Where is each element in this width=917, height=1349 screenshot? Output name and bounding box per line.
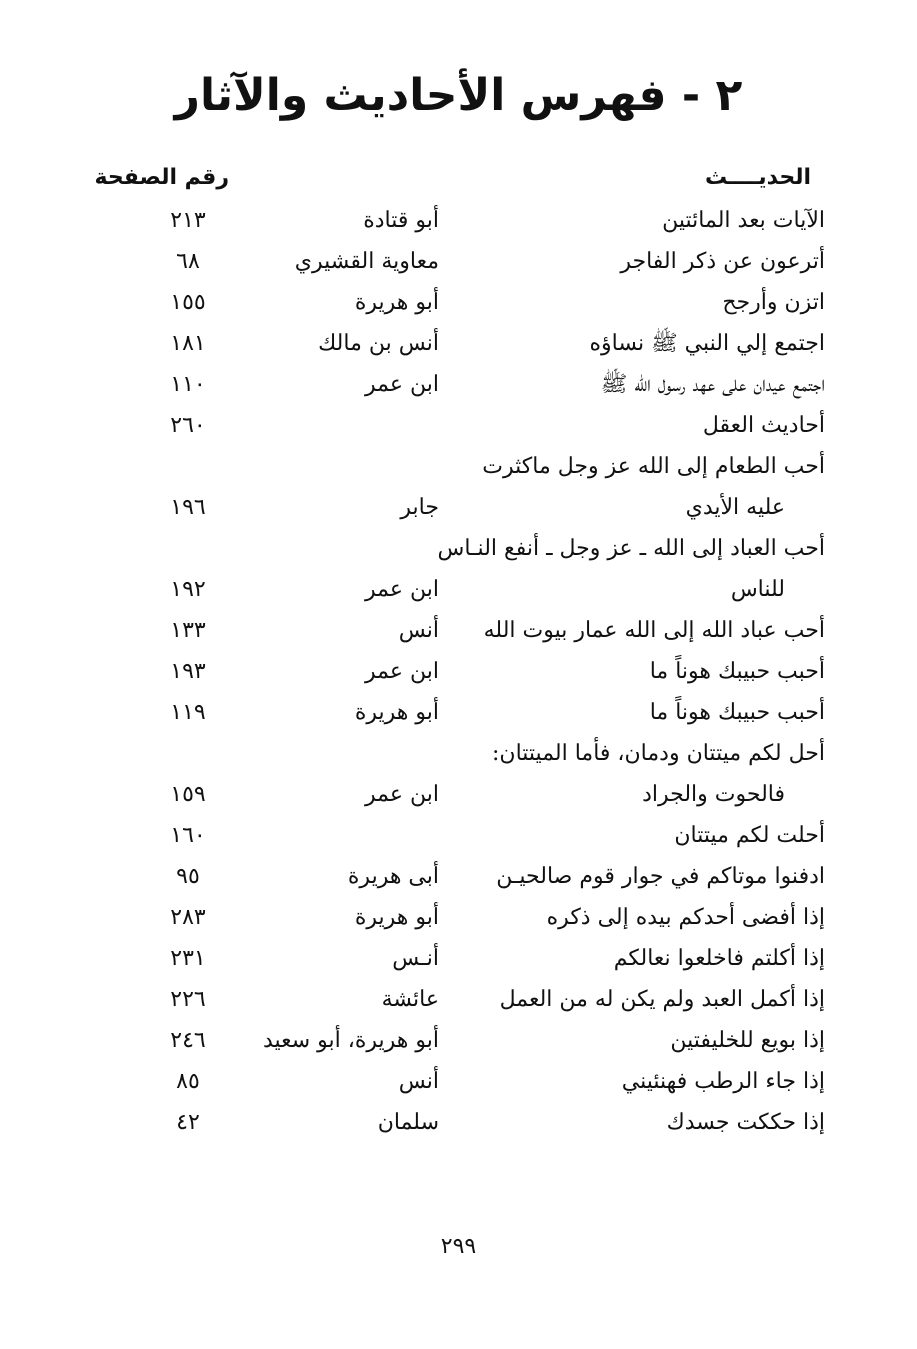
page-title: ٢ - فهرس الأحاديث والآثار — [174, 70, 743, 121]
narrator: أبى هريرة — [347, 864, 439, 889]
page-number: ١٩٣ — [170, 659, 206, 684]
page-number: ١٩٢ — [170, 577, 206, 602]
narrator: ابن عمر — [365, 577, 439, 602]
page-number: ١١٠ — [170, 372, 206, 397]
index-row — [0, 528, 917, 569]
page-number: ٢٦٠ — [170, 413, 206, 438]
hadith-text: إذا أكمل العبد ولم يكن له من العمل — [499, 987, 825, 1012]
hadith-text: الآيات بعد المائتين — [662, 208, 825, 233]
hadith-text: إذا بويع للخليفتين — [670, 1028, 825, 1053]
index-row — [0, 897, 917, 938]
hadith-text: اجتمع عيدان على عهد رسول الله ﷺ — [600, 372, 825, 397]
index-row — [0, 200, 917, 241]
narrator: سلمان — [377, 1110, 439, 1135]
hadith-text: أترعون عن ذكر الفاجر — [620, 249, 825, 274]
page-number: ٢٨٣ — [170, 905, 206, 930]
hadith-text: إذا أكلتم فاخلعوا نعالكم — [613, 946, 825, 971]
narrator: أبو هريرة، أبو سعيد — [262, 1028, 439, 1053]
hadith-text: إذا أفضى أحدكم بيده إلى ذكره — [546, 905, 825, 930]
index-row — [0, 692, 917, 733]
index-row — [0, 405, 917, 446]
hadith-text: إذا جاء الرطب فهنئيني — [621, 1069, 825, 1094]
index-row — [0, 282, 917, 323]
page-number: ٦٨ — [176, 249, 200, 274]
narrator: معاوية القشيري — [294, 249, 439, 274]
index-row — [0, 323, 917, 364]
narrator: أنس — [398, 1069, 439, 1094]
index-row — [0, 610, 917, 651]
narrator: ابن عمر — [365, 372, 439, 397]
index-row — [0, 774, 917, 815]
narrator: أبو هريرة — [354, 905, 439, 930]
narrator: عائشة — [381, 987, 439, 1012]
column-header-page-number: رقم الصفحة — [94, 165, 229, 190]
narrator: أنس — [398, 618, 439, 643]
index-row — [0, 1020, 917, 1061]
index-list — [0, 200, 917, 1143]
page-number: ١٩٦ — [170, 495, 206, 520]
narrator: أبو قتادة — [363, 208, 439, 233]
page-number: ٤٢ — [176, 1110, 200, 1135]
column-header-hadith: الحديــــث — [705, 165, 811, 190]
hadith-text-continuation: عليه الأيدي — [685, 495, 785, 520]
page-number — [150, 733, 226, 774]
index-row — [0, 1061, 917, 1102]
index-row — [0, 651, 917, 692]
narrator: جابر — [400, 495, 439, 520]
hadith-text-continuation: فالحوت والجراد — [642, 782, 785, 807]
page-number: ٨٥ — [176, 1069, 200, 1094]
narrator: ابن عمر — [365, 659, 439, 684]
hadith-text: اجتمع إلي النبي ﷺ نساؤه — [589, 331, 825, 356]
page-number: ١٣٣ — [170, 618, 206, 643]
hadith-text: أحاديث العقل — [702, 413, 825, 438]
hadith-text: اتزن وأرجح — [722, 290, 825, 315]
hadith-text: أحب الطعام إلى الله عز وجل ماكثرت — [482, 454, 825, 479]
page-number: ٢١٣ — [170, 208, 206, 233]
page-number: ١٨١ — [170, 331, 206, 356]
hadith-text: أحب عباد الله إلى الله عمار بيوت الله — [483, 618, 825, 643]
page-number-footer: ٢٩٩ — [440, 1234, 477, 1259]
page-number — [150, 446, 226, 487]
hadith-text: ادفنوا موتاكم في جوار قوم صالحيـن — [496, 864, 825, 889]
narrator: ابن عمر — [365, 782, 439, 807]
hadith-text: أحلت لكم ميتتان — [674, 823, 825, 848]
narrator: أنـس — [392, 946, 439, 971]
page-number: ٢٣١ — [170, 946, 206, 971]
page-number — [150, 528, 226, 569]
index-row — [0, 856, 917, 897]
hadith-text-continuation: للناس — [730, 577, 785, 602]
page-number: ١٥٥ — [170, 290, 206, 315]
index-row — [0, 815, 917, 856]
index-row — [0, 487, 917, 528]
index-row — [0, 446, 917, 487]
index-row — [0, 733, 917, 774]
hadith-text: أحبب حبيبك هوناً ما — [649, 659, 825, 684]
page-number: ١٦٠ — [170, 823, 206, 848]
narrator: أنس بن مالك — [318, 331, 439, 356]
page-number: ٢٢٦ — [170, 987, 206, 1012]
index-row — [0, 364, 917, 405]
narrator: أبو هريرة — [354, 700, 439, 725]
hadith-text: أحل لكم ميتتان ودمان، فأما الميتتان: — [492, 741, 825, 766]
index-row — [0, 979, 917, 1020]
index-row — [0, 1102, 917, 1143]
page-number: ١١٩ — [170, 700, 206, 725]
hadith-text: أحبب حبيبك هوناً ما — [649, 700, 825, 725]
index-row — [0, 569, 917, 610]
hadith-text: أحب العباد إلى الله ـ عز وجل ـ أنفع النـاس — [437, 536, 825, 561]
hadith-text: إذا حككت جسدك — [666, 1110, 825, 1135]
page-number: ١٥٩ — [170, 782, 206, 807]
page-number: ٢٤٦ — [170, 1028, 206, 1053]
page-number: ٩٥ — [176, 864, 200, 889]
index-row — [0, 241, 917, 282]
index-row — [0, 938, 917, 979]
narrator: أبو هريرة — [354, 290, 439, 315]
